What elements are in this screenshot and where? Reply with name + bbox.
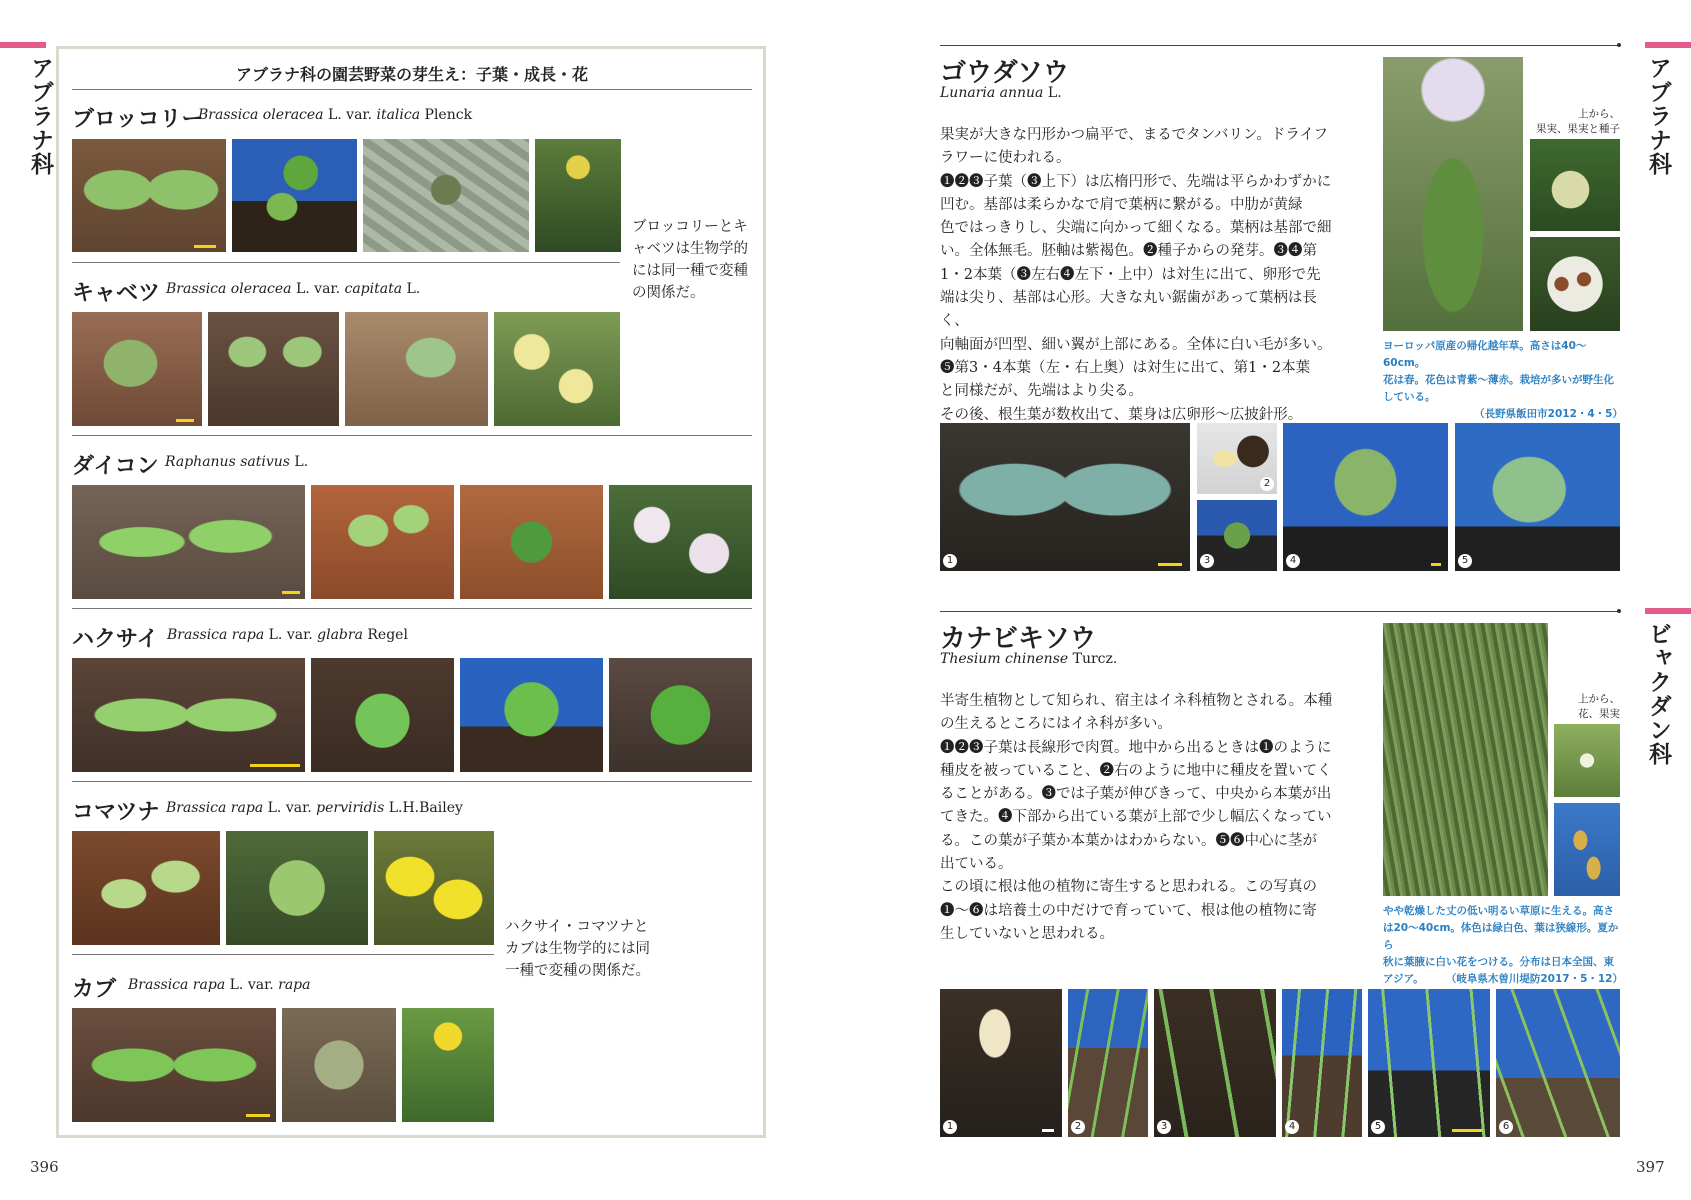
photo-caption: やや乾燥した丈の低い明るい草原に生える。高さ は20～40cm。体色は緑白色、葉は狭線形。夏から 秋に葉腋に白い花をつける。分布は日本全国、東 アジア。 （岐阜県木曽川堤防2017・5・12）	[1383, 905, 1623, 985]
section-rule	[940, 45, 1620, 46]
title-rule	[72, 89, 752, 90]
row-rule	[72, 954, 494, 955]
photo-label: 上から、 花、果実	[1578, 693, 1620, 720]
species-title: カナビキソウ	[940, 624, 1097, 654]
row-rule	[72, 781, 752, 782]
box-title: アブラナ科の園芸野菜の芽生え：子葉・成長・花	[235, 65, 588, 84]
row-rule	[72, 608, 752, 609]
row-rule	[72, 262, 620, 263]
species-description: 果実が大きな円形かつ扁平で、まるでタンバリン。ドライフ ラワーに使われる。 ❶❷❸子葉（❸上下）は広楕円形で、先端は平らかわずかに 凹む。基部は柔らかなで肩で葉柄に繋がる。中肋が黄緑 色ではっきりし、尖端に向かって細くなる。葉柄は基部で細 い。全体無毛。胚軸は紫褐色。❷種子からの発芽。❸❹第 1・2本葉（❸左右❹左下・上中）は対生に出て、卵形で先 端は尖り、基部は心形。大きな丸い鋸歯があって葉柄は長く、 向軸面が凹型、細い翼が上部にある。全体に白い毛が多い。 ❺第3・4本葉（左・右上奥）は対生に出て、第1・2本葉 と同様だが、先端はより尖る。 その後、根生葉が数枚出て、葉身は広卵形～広披針形。	[940, 127, 1332, 423]
photo-flower	[1554, 724, 1620, 797]
seedling-photo-6: 6	[1496, 989, 1620, 1137]
photo-growth	[282, 1008, 396, 1122]
left-tab-marker	[0, 42, 46, 48]
photo-flower	[535, 139, 621, 252]
photo-flower	[402, 1008, 494, 1122]
photo-mature	[609, 658, 752, 772]
seedling-photo-5: 5	[1455, 423, 1620, 571]
vegetable-name: ハクサイ	[72, 627, 159, 652]
species-scientific-name: Thesium chinense Turcz.	[940, 651, 1118, 667]
scientific-name: Brassica rapa L. var. rapa	[128, 977, 311, 993]
photo-seed	[1530, 237, 1620, 331]
photo-seedling	[311, 658, 454, 772]
vegetable-name: キャベツ	[72, 281, 161, 306]
kabu-note: ハクサイ・コマツナと カブは生物学的には同 一種で変種の関係だ。	[505, 919, 650, 979]
scientific-name: Brassica rapa L. var. perviridis L.H.Bailey	[166, 800, 463, 816]
photo-seedling	[232, 139, 357, 252]
scientific-name: Brassica oleracea L. var. capitata L.	[166, 281, 421, 297]
seedling-photo-2: 2	[1068, 989, 1148, 1137]
species-scientific-name: Lunaria annua L.	[940, 85, 1062, 101]
photo-growth	[460, 485, 603, 599]
photo-cotyledon	[72, 485, 305, 599]
photo-growth	[363, 139, 529, 252]
right-side-tab-bottom: ビャクダン科	[1645, 622, 1671, 766]
right-page-number: 397	[1636, 1158, 1665, 1176]
photo-fruit	[1554, 803, 1620, 896]
broccoli-note: ブロッコリーとキ ャベツは生物学的 には同一種で変種 の関係だ。	[632, 219, 748, 301]
row-rule	[72, 435, 752, 436]
photo-cotyledon	[72, 831, 220, 945]
photo-seedling	[311, 485, 454, 599]
seedling-photo-1: 1	[940, 423, 1190, 571]
photo-cotyledon	[72, 312, 202, 426]
photo-growth	[226, 831, 368, 945]
photo-seedling	[208, 312, 339, 426]
vegetable-name: ダイコン	[72, 454, 159, 479]
photo-habit	[1383, 57, 1523, 331]
rule-end-dot	[1617, 609, 1621, 613]
scientific-name: Raphanus sativus L.	[165, 454, 309, 470]
photo-caption: ヨーロッパ原産の帰化越年草。高さは40～60cm。 花は春。花色は青紫～薄赤。栽培が多いが野生化 している。 （長野県飯田市2012・4・5）	[1383, 340, 1623, 420]
seedling-photo-3: 3	[1154, 989, 1276, 1137]
scientific-name: Brassica oleracea L. var. italica Plenck	[198, 107, 473, 123]
photo-growth	[460, 658, 603, 772]
photo-habit	[1383, 623, 1548, 896]
vegetable-name: カブ	[72, 977, 117, 1002]
vegetable-name: コマツナ	[72, 800, 160, 825]
seedling-photo-4: 4	[1282, 989, 1362, 1137]
photo-label: 上から、 果実、果実と種子	[1536, 108, 1620, 135]
photo-cotyledon	[72, 1008, 276, 1122]
photo-cotyledon	[72, 139, 226, 252]
seedling-photo-1: 1	[940, 989, 1062, 1137]
right-side-tab-top: アブラナ科	[1645, 56, 1671, 176]
photo-growth	[345, 312, 488, 426]
photo-flower	[374, 831, 494, 945]
species-title: ゴウダソウ	[940, 58, 1069, 88]
scientific-name: Brassica rapa L. var. glabra Regel	[167, 627, 408, 643]
seedling-photo-3: 3	[1197, 500, 1277, 571]
right-tab-marker-top	[1645, 42, 1691, 48]
photo-flower	[494, 312, 620, 426]
seedling-photo-2: 2	[1197, 423, 1277, 494]
vegetable-name: ブロッコリー	[72, 107, 204, 132]
seedling-photo-4: 4	[1283, 423, 1448, 571]
photo-fruit	[1530, 139, 1620, 231]
photo-flower	[609, 485, 752, 599]
rule-end-dot	[1617, 43, 1621, 47]
species-description: 半寄生植物として知られ、宿主はイネ科植物とされる。本種 の生えるところにはイネ科が多い。 ❶❷❸子葉は長線形で肉質。地中から出るときは❶のように 種皮を被っていること、❷右のように地中に種皮を置いてく ることがある。❸では子葉が伸びきって、中央から本葉が出 てきた。❹下部から出ている葉が上部で少し幅広くなってい る。この葉が子葉か本葉かはわからない。❺❻中心に茎が 出ている。 この頃に根は他の植物に寄生すると思われる。この写真の ❶～❻は培養土の中だけで育っていて、根は他の植物に寄 生していないと思われる。	[940, 693, 1333, 942]
photo-cotyledon	[72, 658, 305, 772]
seedling-photo-5: 5	[1368, 989, 1490, 1137]
left-side-tab: アブラナ科	[27, 56, 53, 176]
section-rule	[940, 611, 1620, 612]
left-page-number: 396	[30, 1158, 59, 1176]
right-tab-marker-bottom	[1645, 608, 1691, 614]
